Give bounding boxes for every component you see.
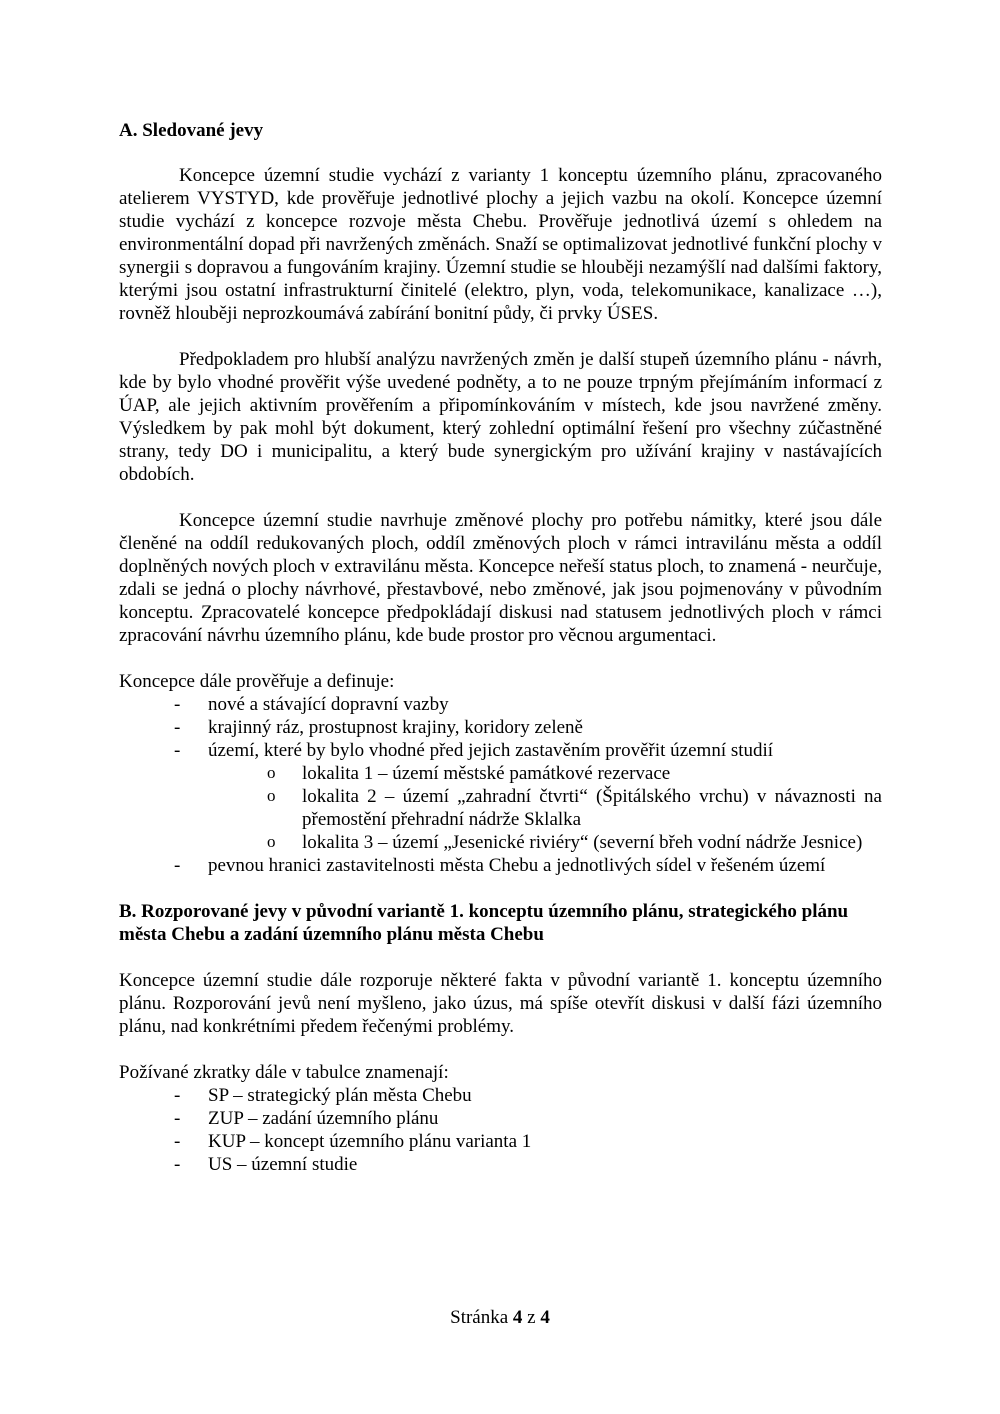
abbreviation-item: - KUP – koncept územního plánu varianta 1 — [174, 1130, 882, 1153]
locality-sublist — [208, 762, 882, 854]
list-intro: Koncepce dále prověřuje a definuje: — [119, 671, 395, 692]
section-a-paragraph-3: Koncepce územní studie navrhuje změnové plochy pro potřebu námitky, které jsou dále členěné na oddíl redukovaných ploch, oddíl změnových ploch v rámci intravilánu města a oddíl doplněných nových ploch v extravilánu města. Koncepce neřeší status ploch, to znamená - neurčuje, zdali se jedná o plochy návrhové, přestavbové, nebo změnové, jak jsou pojmenovány v původním konceptu. Zpracovatelé koncepce předpokládají diskusi nad statusem jednotlivých ploch v rámci zpracování návrhu územního plánu, kde bude prostor pro věcnou argumentaci. — [119, 510, 882, 646]
section-b-paragraph-1: Koncepce územní studie dále rozporuje některé fakta v původní variantě 1. konceptu územního plánu. Rozporování jevů není myšleno, jako úzus, má spíše otevřít diskusi v další fázi územního plánu, nad konkrétními předem řečenými problémy. — [119, 970, 882, 1037]
list-item: - pevnou hranici zastavitelnosti města Chebu a jednotlivých sídel v řešeném území — [174, 854, 882, 877]
section-a-paragraph-2: Předpokladem pro hlubší analýzu navržených změn je další stupeň územního plánu - návrh, kde by bylo vhodné prověřit výše uvedené podněty, a to ne pouze trpným přejímáním informací z ÚAP, ale jejich aktivním prověřením a připomínkováním v místech, kde jsou navržené změny. Výsledkem by pak mohl být dokument, který zohlední optimální řešení pro všechny zúčastněné strany, tedy DO i municipalitu, a který bude synergickým pro užívání krajiny v nastávajících obdobích. — [119, 349, 882, 485]
concept-list — [119, 693, 882, 877]
sublist-item: o lokalita 1 – území městské památkové rezervace — [267, 762, 882, 785]
abbreviations-intro: Požívané zkratky dále v tabulce znamenají: — [119, 1062, 449, 1083]
footer-prefix: Stránka — [450, 1307, 509, 1328]
sublist-item: o lokalita 3 – území „Jesenické riviéry“ (severní břeh vodní nádrže Jesnice) — [267, 831, 882, 854]
list-item — [174, 739, 882, 854]
abbreviation-item: - ZUP – zadání územního plánu — [174, 1107, 882, 1130]
list-item: - nové a stávající dopravní vazby — [174, 693, 882, 716]
list-item: - krajinný ráz, prostupnost krajiny, koridory zeleně — [174, 716, 882, 739]
footer-separator: z — [527, 1307, 536, 1328]
page-footer — [0, 1306, 1000, 1329]
section-b-heading: B. Rozporované jevy v původní variantě 1. konceptu územního plánu, strategického plánu města Chebu a zadání územního plánu města Chebu — [119, 901, 849, 945]
list-item-text: území, které by bylo vhodné před jejich zastavěním prověřit územní studií — [208, 740, 774, 761]
section-a-paragraph-1: Koncepce územní studie vychází z varianty 1 konceptu územního plánu, zpracovaného atelierem VYSTYD, kde prověřuje jednotlivé plochy a jejich vazbu na okolí. Koncepce územní studie vychází z koncepce rozvoje města Chebu. Prověřuje jednotlivá území s ohledem na environmentální dopad při navržených změnách. Snaží se optimalizovat jednotlivé funkční plochy v synergii s dopravou a fungováním krajiny. Územní studie se hlouběji nezamýšlí nad dalšími faktory, kterými jsou ostatní infrastrukturní činitelé (elektro, plyn, voda, telekomunikace, kanalizace …), rovněž hlouběji neprozkoumává zabírání bonitní půdy, či prvky ÚSES. — [119, 165, 882, 324]
footer-page-number: 4 — [512, 1307, 523, 1328]
abbreviations-list — [119, 1084, 882, 1176]
abbreviation-item: - US – územní studie — [174, 1153, 882, 1176]
footer-page-total: 4 — [540, 1307, 550, 1328]
abbreviation-item: - SP – strategický plán města Chebu — [174, 1084, 882, 1107]
sublist-item: o lokalita 2 – území „zahradní čtvrti“ (Špitálského vrchu) v návaznosti na přemostění přehradní nádrže Sklalka — [267, 785, 882, 831]
section-a-heading: A. Sledované jevy — [119, 120, 264, 141]
